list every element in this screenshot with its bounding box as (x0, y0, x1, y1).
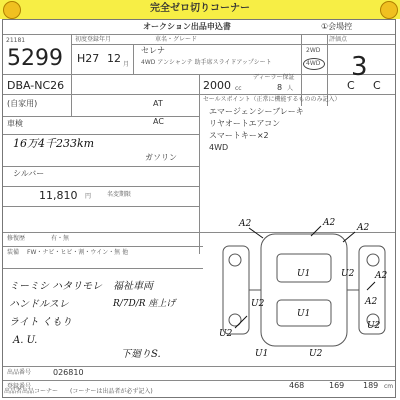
banner-title: 完全ゼロ切りコーナー (150, 3, 250, 14)
shaken-label: 車検 (7, 119, 23, 128)
seat-count: 8 (277, 83, 283, 92)
dim-width: 169 (329, 381, 345, 390)
car-body-outline (261, 234, 347, 346)
damage-mark-11: A2 (365, 297, 378, 307)
dealer-label: ディーラー保証 (253, 74, 295, 81)
equipment-label: 装備 (7, 249, 20, 256)
repair-label: 修復歴 (7, 235, 26, 242)
month-unit: 月 (123, 61, 130, 68)
damage-mark-13: U1 (255, 349, 269, 359)
copy-type: ①会場控 (321, 22, 353, 31)
name-change-label: 名変期限 (107, 191, 132, 198)
score-label: 評価点 (329, 36, 348, 43)
dim-length: 468 (289, 381, 305, 390)
note-line-4: A. U. (13, 335, 38, 346)
cert-number: 026810 (53, 368, 84, 377)
auction-form-sheet (2, 19, 396, 398)
damage-diagram (215, 216, 393, 364)
displacement-unit: cc (235, 85, 242, 92)
wheel-fr (367, 254, 379, 266)
note-line-2: ハンドルスレ (9, 299, 69, 310)
note-welfare: 福祉車両 (113, 281, 153, 292)
damage-mark-12: U2 (309, 349, 323, 359)
drive-4wd: 4WD (306, 60, 321, 67)
seat-unit: 人 (287, 85, 294, 92)
form-code: 21181 (6, 37, 26, 44)
wheel-fl (229, 254, 241, 266)
damage-leader-5 (367, 282, 375, 290)
sales-point-label: セールスポイント（正常に機能するもののみ記入） (203, 96, 341, 103)
form-title: オークション出品申込書 (143, 22, 231, 31)
drive-2wd: 2WD (306, 47, 321, 54)
mileage-value: 16万4千233km (13, 137, 95, 150)
first-reg-era: H27 (77, 52, 100, 65)
damage-mark-6: A2 (375, 271, 388, 281)
sales-point-3: スマートキー×2 (209, 131, 269, 140)
damage-leader-1 (249, 228, 263, 238)
dim-height: 189 (363, 381, 379, 390)
sales-point-2: リヤオートエアコン (209, 119, 281, 128)
auto-tax: 11,810 (39, 189, 78, 202)
model-code: DBA-NC26 (7, 79, 65, 92)
footer-corner-note: (コーナーは出品者が必ず記入) (70, 388, 153, 395)
damage-leader-3 (343, 232, 355, 242)
car-grade: 4WD アンシャンテ 助手席スライドアップシート (141, 59, 272, 66)
footer-corner-label: 出品者出品コーナー (4, 388, 59, 395)
left-side-outline (223, 246, 249, 334)
usage-value: (自家用) (7, 99, 38, 108)
lot-number: 5299 (7, 46, 63, 71)
exterior-grade: C (373, 79, 381, 92)
damage-mark-7: U2 (251, 299, 265, 309)
damage-mark-2: A2 (323, 218, 336, 228)
dim-unit: cm (384, 383, 394, 390)
damage-mark-1: A2 (239, 219, 252, 229)
reg-label: 登録番号 (7, 383, 32, 390)
first-reg-month: 12 (107, 52, 121, 65)
damage-mark-3: A2 (357, 223, 370, 233)
note-seat: R/7D/R 座上げ (113, 299, 176, 309)
interior-grade: C (347, 79, 355, 92)
transmission: AT (153, 99, 163, 108)
damage-mark-9: U2 (367, 321, 381, 331)
damage-mark-5: U2 (341, 269, 355, 279)
body-color: シルバー (13, 169, 45, 178)
damage-mark-10: U1 (297, 309, 311, 319)
cert-label: 出品番号 (7, 369, 32, 376)
tax-unit: 円 (85, 193, 92, 200)
evaluation-score: 3 (351, 52, 368, 82)
sales-point-1: エマージェンシーブレーキ (209, 107, 304, 116)
damage-mark-8: U2 (219, 329, 233, 339)
note-line-1: ミーミシ ハタリモレ (9, 281, 103, 292)
sales-point-4: 4WD (209, 143, 229, 152)
first-reg-label: 初度登録年月 (75, 36, 112, 43)
note-undercarriage: 下廻りS. (121, 349, 161, 360)
damage-mark-4: U1 (297, 269, 311, 279)
aircon: AC (153, 117, 164, 126)
note-line-3: ライト くもり (9, 317, 72, 328)
car-name: セレナ (141, 46, 165, 55)
fuel-type: ガソリン (145, 153, 177, 162)
model-label: 車名・グレード (155, 36, 198, 43)
displacement: 2000 (203, 79, 231, 92)
equipment-items: FW・ナビ・ヒビ・割・ウイン・無 他 (27, 249, 129, 256)
repair-value: 有・無 (51, 235, 70, 242)
